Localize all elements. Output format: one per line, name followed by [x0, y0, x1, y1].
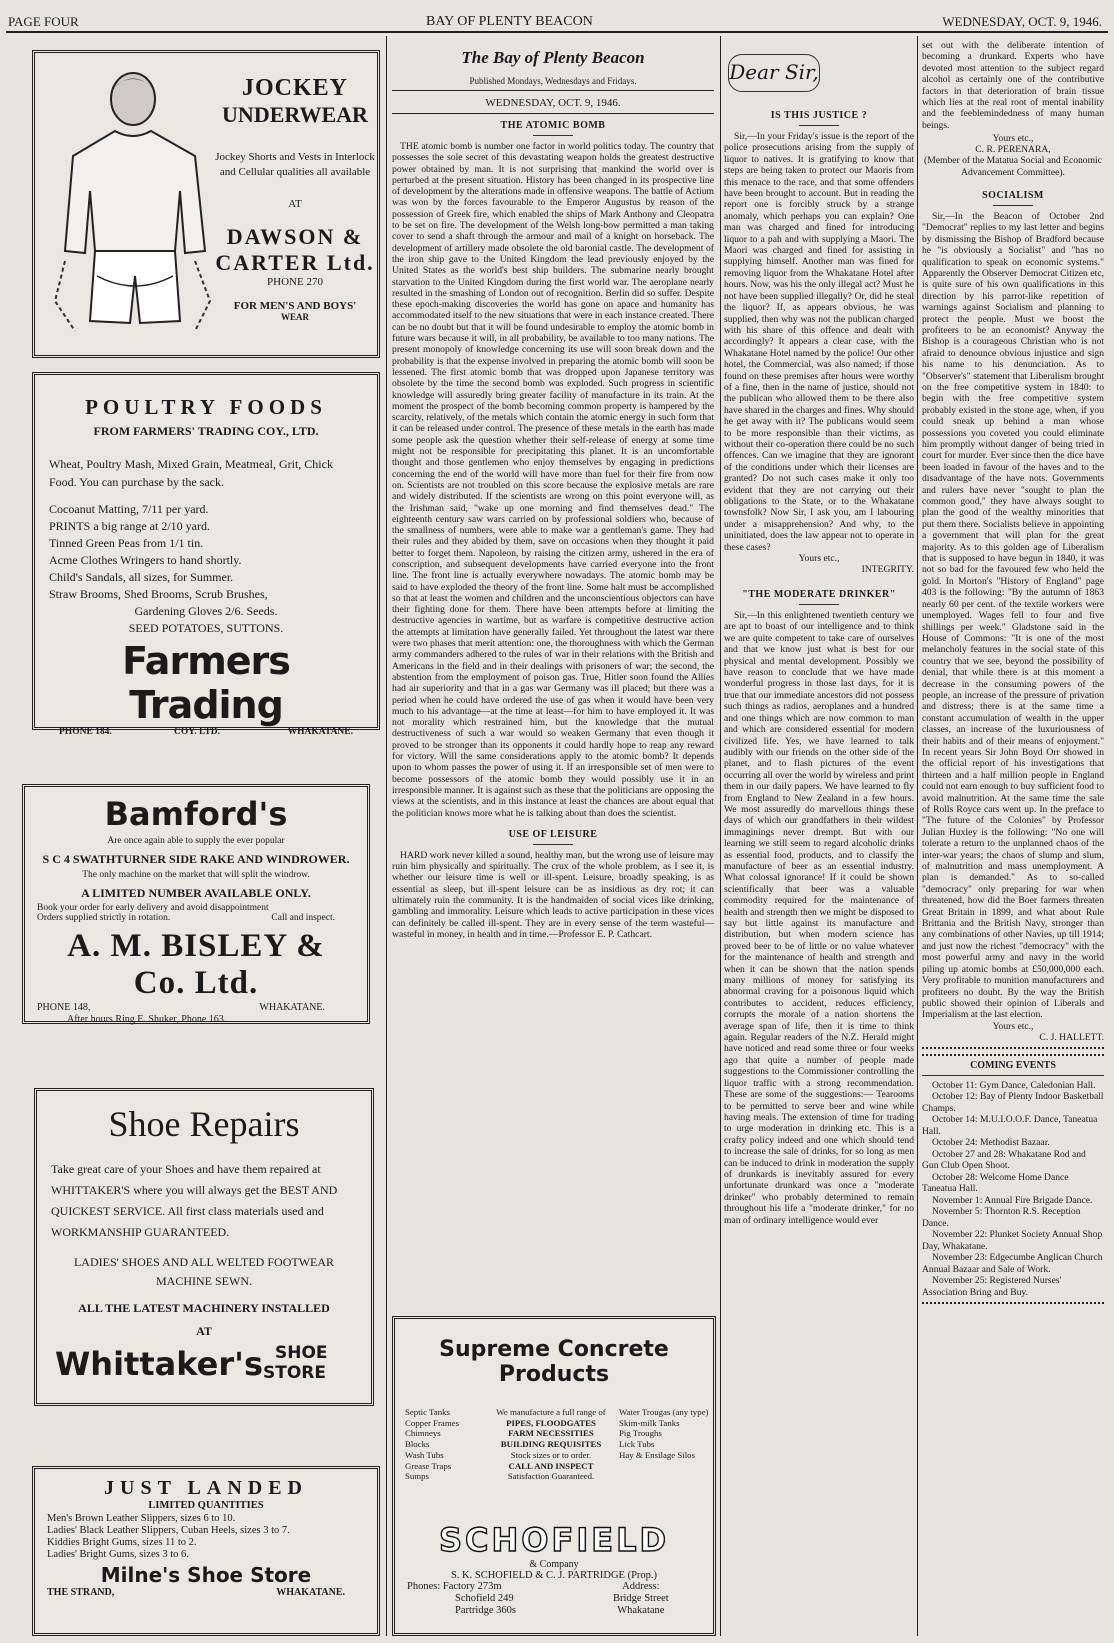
poultry-intro: Wheat, Poultry Mash, Mixed Grain, Meatmeal, Grit, Chick Food. You can purchase by the sack. [49, 457, 333, 489]
shoe-repairs-title: Shoe Repairs [108, 1104, 300, 1144]
event-item: November 25: Registered Nurses' Association Bring and Buy. [922, 1275, 1062, 1298]
concrete-col2 [487, 1407, 615, 1482]
justice-heading: IS THIS JUSTICE ? [724, 110, 914, 126]
justice-signature: INTEGRITY. [861, 564, 914, 576]
schofield-address [613, 1581, 669, 1617]
moderate-drinker-heading: "THE MODERATE DRINKER" [724, 589, 914, 605]
schofield-props: S. K. SCHOFIELD & C. J. PARTRIDGE (Prop.) [450, 1570, 658, 1581]
socialism-sign-yours: Yours etc., [992, 1020, 1034, 1032]
poultry-phone: PHONE 184. [59, 727, 112, 738]
events-divider [922, 1075, 1104, 1076]
concrete-item: Pig Troughs [619, 1428, 662, 1439]
just-landed-title: JUST LANDED [104, 1477, 308, 1499]
concrete-mid: PIPES, FLOODGATES [506, 1417, 596, 1428]
event-item: October 11: Gym Dance, Caledonian Hall. [932, 1079, 1096, 1091]
column-rule [720, 36, 721, 1636]
milnes-logo: Milne's Shoe Store [100, 1563, 312, 1588]
events-border-top [922, 1047, 1104, 1056]
concrete-col1 [405, 1407, 483, 1482]
use-of-leisure-text: HARD work never killed a sound, healthy man, but the wrong use of leisure may ruin him physically and spiritually. The crux of the whole problem, as I see it, is whether our leisure time is well or ill-spent. Leisure, broadly speaking, is as essential as sleep, but ill-spent leisure can be as insidious as dry rot; it can ultimately ruin the community. It is the handmaiden of social vices like drinking, gambling and immorality. Leisure which leads to active participation in these vices can definitely be called ill-spent. They are in every sense of the term wasteful—wasteful in money, in health and in time.—Professor E. P. Cathcart. [392, 849, 714, 940]
poultry-line: Child's Sandals, all sizes, for Summer. [49, 570, 234, 585]
whittakers-logo [51, 1345, 357, 1389]
top-rule [6, 31, 1108, 33]
concrete-item: Water Trougas (any type) [619, 1407, 709, 1417]
poultry-subtitle: FROM FARMERS' TRADING COY., LTD. [93, 424, 319, 438]
concrete-mid: BUILDING REQUISITES [500, 1439, 602, 1450]
whittakers-store: STORE [263, 1363, 326, 1384]
whittakers-name: Whittaker's [55, 1345, 263, 1384]
poultry-items [49, 501, 363, 637]
bamford-after-hours: After hours Ring E. Shuker, Phone 163. [67, 1013, 227, 1025]
concrete-title-2: Products [498, 1362, 610, 1387]
moderate-signature-title: (Member of the Matatua Social and Economic Advancement Committee). [924, 155, 1102, 178]
column-rule [917, 36, 918, 1636]
concrete-mid: Stock sizes or to order. [510, 1449, 592, 1460]
shoe-repairs-at: AT [196, 1324, 212, 1339]
bamford-line4a: Orders supplied strictly in rotation. [37, 912, 171, 923]
atomic-bomb-text: THE atomic bomb is number one factor in world politics today. The country that possesses the sole secret of this devastating weapon holds the greatest destructive power obtained by man. It is not surprising that mankind the world over is perturbed at the present situation. History has been changed in its prospective line of development by the alterations made in offensive weapons. The battle of Actium was won by the forces favourable to the Emperor Augustus by reason of the possession of Greek fire, which enabled the ships of Mark Anthony and Cleopatra to be set on fire. The development of the Welsh long-bow permitted a man taking cover to send a shaft through the armour and mail of a knight on horseback. The development of artillery made obsolete the old baronial castle. The development of the iron ship gave to the United Kingdom the lead previously enjoyed by the United States as the world's best ship builders. The submarine nearly brought starvation to the United Kingdom during the first world war. The aeroplane nearly resulted in the smashing of London out of recognition. Berlin did so suffer. Despite these epoch-making discoveries the world has gone on apace and humanity has accommodated itself to the new situations that were in each instance created. There can be no doubt but that it will be found undesirable to employ the atomic bomb in future wars because it will, in all probability, be available to too many nations. The present monopoly of knowledge concerning its use will soon break down and the probability is that the expense involved in preparing the atomic bomb will soon be lessened. The first atomic bomb that was dropped upon Japanese territory was obsolete by the time the second bomb was exploded. Such progress in scientific knowledge will assuredly bring greater facility of manufacture in its train. At the moment the prospect of the bomb becoming common property is hampered by the scarcity, relatively, of the metals which contain the atomic energy in such form that it can be released under control. The presence of these metals in the earth has made some people ask the question whether their self-release of energy at some time might not be responsible for precipitating this planet. It is an uncomfortable thought and those gentlemen who enjoy themselves by engaging in predictions concerning the end of the world will have more than fuel for their fire from now on. Scientists are not troubled on this score because the explosive metals are rare and widely distributed. If the scientists are wrong on this point everyone will, as the Irishman said, "wake up one morning and find themselves dead." The eighteenth century saw wars carried on by professional soldiers who, because of the smallness of numbers, were able to make war a gentleman's game. They had their rules and they abided by them, save on occasions when they thought it paid better to forget them. Napoleon, by raising the citizen army, ushered in the era of conscription, and subsequent developments have carried everyone into the front line. The front line is actually everywhere nowadays. The atomic bomb may be said to have exploded the theory of the front line. Some halt must be accomplished so that at least the women and children and the unconscientious objectors can have their fighting done for them. There have been attempts before at limiting the destructive agencies in wartime, but as warfare is competitive destructive action the attempts at limitation have generally failed. Yet throughout the latest war there were two phases that merit attention: one, the thoroughness with which the German army commanders adhered to the rules of war in their relations with the British and Americans in the field and in their dealings with prisoners of war; the second, the abstention from the employment of poison gas. True, Hitler soon found the Allies had air superiority and that in a gas war Germany was ill placed; but there was a period when he could have ordered the use of gas when it would have been very much to his advantage—at the time at least—for him to have employed it. It was not morality which restrained him, but the knowledge that the mutual destructiveness of such a war would so weaken Germany that even though it proved to be stronger than its opponents it could hardly hope to reap any reward for victory. Will the same considerations apply to the atomic bomb? It depends upon to whom passes the power of using it. If an irresponsible set of men were to become possessors of the atomic bomb they would possibly use it in an irresponsible manner. It is against such as these that the politicians are opposing the views at the scientists, and in this instance at least the chances are about equal that the politician knows more what he is talking about than does the scientist. [392, 141, 714, 819]
poultry-line: SEED POTATOES, SUTTONS. [128, 621, 284, 636]
coming-events-title: COMING EVENTS [970, 1059, 1056, 1071]
event-item: October 12: Bay of Plenty Indoor Basketball Champs. [922, 1091, 1104, 1114]
event-item: October 28: Welcome Home Dance Taneatua Hall. [922, 1171, 1069, 1195]
editorial-date: WEDNESDAY, OCT. 9, 1946. [485, 97, 621, 109]
jockey-footer: FOR MEN'S AND BOYS' [233, 299, 357, 312]
event-item: November 23: Edgecumbe Anglican Church Annual Bazaar and Sale of Work. [922, 1252, 1103, 1275]
bamford-ad [22, 784, 370, 1024]
atomic-bomb-heading: THE ATOMIC BOMB [392, 120, 714, 136]
shoe-repairs-p1: Take great care of your Shoes and have them repaired at WHITTAKER'S where you will always get the BEST AND QUICKEST SERVICE. All first class materials used and WORKMANSHIP GUARANTEED. [51, 1162, 338, 1239]
poultry-coy: COY. LTD. [174, 727, 221, 738]
bamford-phone: PHONE 148, [37, 1001, 91, 1013]
event-item: November 22: Plunket Society Annual Shop Day, Whakatane. [922, 1229, 1103, 1252]
jockey-at: AT [288, 197, 302, 210]
just-landed-ad [32, 1466, 380, 1636]
masthead-date: WEDNESDAY, OCT. 9, 1946. [942, 14, 1102, 29]
concrete-products [403, 1407, 709, 1515]
just-landed-address [47, 1587, 365, 1599]
concrete-item: Septic Tanks [405, 1407, 450, 1417]
events-border-bottom [922, 1302, 1104, 1309]
bisley-logo: A. M. BISLEY & Co. Ltd. [67, 927, 325, 1001]
moderate-sign-yours: Yours etc., [992, 133, 1034, 145]
schofield-phones [407, 1581, 516, 1617]
concrete-mid: We manufacture a full range of [496, 1407, 606, 1417]
editorial-paper-title: The Bay of Plenty Beacon [461, 48, 645, 67]
concrete-item: Lick Tubs [619, 1439, 655, 1450]
editorial-date-box [392, 90, 714, 114]
poultry-line: PRINTS a big range at 2/10 yard. [49, 519, 210, 534]
editorial-published: Published Mondays, Wednesdays and Fridays. [469, 76, 637, 86]
concrete-title-1: Supreme Concrete [439, 1337, 669, 1362]
poultry-town: WHAKATANE. [287, 727, 353, 738]
concrete-item: Wash Tubs [405, 1449, 444, 1460]
bamford-product: S C 4 SWATHTURNER SIDE RAKE AND WINDROWER. [42, 852, 350, 866]
poultry-footer [49, 727, 363, 741]
just-landed-list [47, 1513, 365, 1561]
bamford-title: Bamford's [104, 795, 288, 833]
socialism-signature: C. J. HALLETT. [1039, 1031, 1104, 1043]
right-column [922, 40, 1104, 1638]
man-figure-illustration [45, 61, 215, 351]
concrete-col3 [619, 1407, 711, 1461]
schofield-phone-line: Phones: Factory 273m [407, 1581, 502, 1592]
milnes-town: WHAKATANE. [276, 1587, 345, 1599]
justice-text: Sir,—In your Friday's issue is the report of the police prosecutions arising from the supply of liquor to natives. It is gratifying to know that steps are being taken to protect our Maoris from this menace to the race, and that some offenders have been brought to account. But in reading the report one is forcibly struck by a strange anomaly, which perhaps you can explain? One man was charged and fined for introducing liquor to a pah and with supplying a Maori. The Maori was charged and fined for assisting in supplying himself. Another man was fined for removing liquor from the Whakatane Hotel after hours. Now, was his the only illegal act? Must he not have been supplied illegally? Or, did he steal the liquor? If, as appears obvious, he was supplied, then why was not the publican charged with his share of this offence and dealt with accordingly? It appears a clear case, with the Whakatane Hotel named by the police! Our other hotel, the Commercial, was also named; if those found on these premises after hours were worthy of a fine, then in the name of justice, should not the publican who allowed them to be there also have shared in the charges and fines. Why should he get away with it? The publicans would seem to be more responsible than their victims, as without their co-operation there could be no such offences. Can we imagine that they are ignorant of the conditions under which their licenses are granted? Do not such cases make it only too evident that they are not carrying out their obligations to the State, or to the Whakatane townsfolk? Now Sir, I ask you, am I labouring under a misapprehension? And why, to the uninitiated, does the law appear not to operate in these cases? [724, 131, 914, 553]
jockey-title: JOCKEY [241, 75, 348, 101]
shoe-repairs-p3: ALL THE LATEST MACHINERY INSTALLED [78, 1301, 330, 1316]
jockey-subtitle: UNDERWEAR [222, 102, 368, 127]
bamford-contact [37, 1002, 355, 1014]
coming-events-list [922, 1080, 1104, 1299]
concrete-item: Copper Frames [405, 1417, 459, 1428]
concrete-item: Blocks [405, 1439, 430, 1450]
event-item: October 27 and 28: Whakatane Rod and Gun Club Open Shoot. [922, 1148, 1086, 1172]
column-rule [386, 36, 387, 1636]
bamford-line1: Are once again able to supply the ever popular [107, 836, 285, 846]
supreme-concrete-ad [392, 1316, 716, 1636]
concrete-mid: CALL AND INSPECT [508, 1460, 594, 1471]
bamford-limited: A LIMITED NUMBER AVAILABLE ONLY. [81, 885, 311, 900]
bamford-line2: The only machine on the market that will split the windrow. [82, 869, 310, 880]
just-landed-line: Kiddies Bright Gums, sizes 11 to 2. [47, 1537, 197, 1549]
schofield-company: & Company [529, 1559, 579, 1570]
poultry-line: Acme Clothes Wringers to hand shortly. [49, 553, 242, 568]
schofield-address-line: Bridge Street [613, 1593, 669, 1605]
farmers-trading-logo: Farmers Trading [122, 639, 290, 728]
dawson-carter-line1: DAWSON & [226, 223, 364, 249]
event-item: November 1: Annual Fire Brigade Dance. [932, 1194, 1093, 1206]
paper-name: BAY OF PLENTY BEACON [426, 14, 593, 29]
bamford-line4b: Call and inspect. [271, 912, 335, 923]
poultry-line: Cocoanut Matting, 7/11 per yard. [49, 502, 209, 516]
letters-column [724, 40, 914, 1638]
concrete-item: Skim-milk Tanks [619, 1417, 680, 1428]
use-of-leisure-heading: USE OF LEISURE [392, 829, 714, 845]
concrete-item: Chimneys [405, 1428, 441, 1439]
concrete-item: Hay & Ensilage Silos [619, 1449, 695, 1460]
socialism-text: Sir,—In the Beacon of October 2nd "Democrat" replies to my last letter and begins by dismissing the Bishop of Bradford because he "is obviously a Socialist" and "has no qualification to speak on economic systems." Apparently the Observer Democrat Citizen etc, is quite sure of his own qualifications in this direction by his parrot-like repetition of warnings against Socialism and planning to protect the people. Must we boost the profiteers to be an economist? Anyway the Bishop is a courageous Christian who is not afraid to denounce obvious injustice and sign his name to his denunciation. As to "Observer's" statement that Liberalism brought on the free competitive system in 1840: to begin with the free competitive system probably existed in the stone age, when, if you could sneak up behind a man whose possessions you coveted you could eliminate him promptly without danger of being tried in court for murder. Ever since then the dice have been loaded in favour of the haves and to the disadvantage of the have nots. Governments and rulers have never "sought to plan the common good," they have always sought to plan the good of the wealthy minorities that put them there. Socialists believe in appointing a government that will plan for the great majority. As to this golden age of Liberalism that is supposed to have begun in 1840, it was not so bad for the favoured few who held the gold. In Morton's "History of England" page 403 is the following: "By the autumn of 1863 nearly 60 per cent. of the textile workers were unemployed. Wages fell to four and five shillings per week." Gladstone said in the House of Commons: "It is one of the most melancholy features in the social state of this country that we see, beyond the possibility of denial, that while there is at this moment a decrease in the consuming powers of the people, an increase of the pressure of privation and distress; there is at the same time a constant accumulation of wealth in the upper classes, an increase of the luxuriousness of their habits and of their means of enjoyment." In recent years Sir John Boyd Orr showed in the official report of his investigations that thirteen and a half million people in England could not earn enough to buy sufficient food to avoid malnutrition. At the same time the sale of Rolls Royce cars went up. In the preface to "The future of the Colonies" by Professor Julian Huxley is the following: "No one will tolerate a return to the unplanned chaos of the inter-war years; the chaos of slump and slum, of malnutrition and mass unemployment. A plan is demanded." As to so-called "democracy" only preparing for war when threatened, how did the Boer farmers threaten Great Britain in 1899, and what about Rule Brittania and the British Navy, stronger than any combinations of other Navies, up till 1914; and just now the richest "democracy" with the most powerful army and navy in the world piling up atomic bombs at £50,000,000 each. Very profitable to munition manufacturers and profiteers no doubt. By the way the British public showed their opinion of Liberals and Imperialism at the last election. [922, 210, 1104, 1021]
concrete-mid: Satisfaction Guaranteed. [507, 1471, 595, 1482]
concrete-mid: FARM NECESSITIES [508, 1428, 594, 1439]
just-landed-line: Ladies' Bright Gums, sizes 3 to 6. [47, 1549, 189, 1561]
schofield-contact [403, 1581, 705, 1621]
socialism-heading: SOCIALISM [922, 190, 1104, 206]
schofield-phone-line: Schofield 249 [455, 1593, 514, 1605]
editorial-column [392, 40, 714, 1306]
shoe-repairs-p2: LADIES' SHOES AND ALL WELTED FOOTWEAR MACHINE SEWN. [73, 1255, 335, 1289]
shoe-repairs-ad [34, 1088, 374, 1406]
concrete-item: Grease Traps [405, 1460, 452, 1471]
page-number: PAGE FOUR [8, 14, 79, 29]
concrete-item: Sumps [405, 1471, 429, 1482]
just-landed-line: Ladies' Black Leather Slippers, Cuban Heels, sizes 3 to 7. [47, 1525, 290, 1537]
just-landed-line: Men's Brown Leather Slippers, sizes 6 to 10. [47, 1513, 236, 1524]
poultry-foods-ad [32, 372, 380, 738]
event-item: October 24: Methodist Bazaar. [932, 1137, 1050, 1149]
dear-sir-banner: Dear Sir, [728, 54, 820, 92]
jockey-ad [32, 50, 380, 358]
event-item: November 5: Thornton R.S. Reception Dance. [922, 1206, 1081, 1229]
whittakers-shoe: SHOE [275, 1343, 328, 1364]
masthead [0, 14, 1114, 30]
milnes-street: THE STRAND, [47, 1587, 115, 1599]
justice-sign-yours: Yours etc., [798, 553, 840, 565]
just-landed-subtitle: LIMITED QUANTITIES [148, 1500, 264, 1511]
moderate-drinker-text: Sir,—In this enlightened twentieth century we are apt to boast of our intelligence and to think we are quite competent to take care of ourselves and that we know just what is best for our physical and mental development. Possibly we have reason to conclude that we have made wonderful progress in those last days, for it is true that our immediate ancestors did not possess such things as radios, aeroplanes and a hundred and one things which are now common to man and which are considered essential for modern civilized life. Yes, we have learned to talk audibly with our friends on the other side of the planet, and to flash pictures of the event occurring all over the world by wireless and print them in our daily papers. We have learned to fly from England to New Zealand in a few hours. We most assuredly do marvellous things these days of which our grandfathers in their wildest immaginings never drempt. But with our learning we still seem to regard alcoholic drinks as essential food, products, and to classify the manufacture of beer as an essential industry. What colossal ignorance! If it could be shown scientifically that beer was a valuable commodity required for the maintenance of health and strength then we might be disposed to say but little against its manufacture and distribution, but when modern science has proved beer to be of little or no value whatever for the maintenance of health and strength and when it can be shown that the nation spends many millions of money for satisfying its abnormal craving for a poisonous liquid which contributes to accident, reduces efficiency, corrupts the morale of a nation shortens the average span of life, then it is time to think again. Regular readers of the N.Z. Herald might have noticed and read some three or four weeks ago that quite a number of people made suggestions to the Commissioner controlling the liquor traffic with a strong recommendation. These are some of the suggestions:— Tearooms to be permitted to serve beer and wine while having meals. The extension of time for trading to urge moderation in drinking etc. This is a crafty policy indeed and one which should tend to increase the sale of drinks, for so long as men can be induced to drink in moderation the supply of drunkards is inevitably assured for every unfortunate drunkard was once a "moderate drinker" who probably determined to remain throughout his life a "moderate drinker," for no man of ordinary intelligence would ever [724, 610, 914, 1226]
jockey-phone: PHONE 270 [267, 275, 323, 288]
moderate-signature: C. R. PERENARA, [975, 144, 1051, 156]
bamford-line4 [37, 913, 355, 926]
jockey-footer-wear: WEAR [280, 311, 309, 322]
moderate-drinker-continued: set out with the deliberate intention of becoming a drunkard. Experts who have devoted most attention to the subject regard alcohol as certainly one of the contributive factors in that deterioration of brain tissue which lies at the real root of mental inability and the feeblemindedness of many human beings. [922, 40, 1104, 131]
poultry-line: Gardening Gloves 2/6. Seeds. [134, 604, 278, 619]
jockey-text: Jockey Shorts and Vests in Interlock and Cellular qualities all available [215, 151, 375, 178]
schofield-phone-line: Partridge 360s [455, 1605, 516, 1617]
poultry-line: Tinned Green Peas from 1/1 tin. [49, 536, 204, 551]
bamford-town: WHAKATANE. [259, 1001, 325, 1013]
poultry-line: Straw Brooms, Shed Brooms, Scrub Brushes, [49, 587, 268, 602]
poultry-title: POULTRY FOODS [85, 395, 327, 419]
bamford-line3: Book your order for early delivery and avoid disappointment [37, 902, 269, 913]
schofield-logo: SCHOFIELD [438, 1521, 670, 1559]
event-item: October 14: M.U.I.O.O.F. Dance, Taneatua Hall. [922, 1114, 1098, 1137]
schofield-address-line: Whakatane [617, 1605, 665, 1617]
dawson-carter-line2: CARTER Ltd. [215, 249, 375, 275]
schofield-address-line: Address: [622, 1581, 660, 1592]
